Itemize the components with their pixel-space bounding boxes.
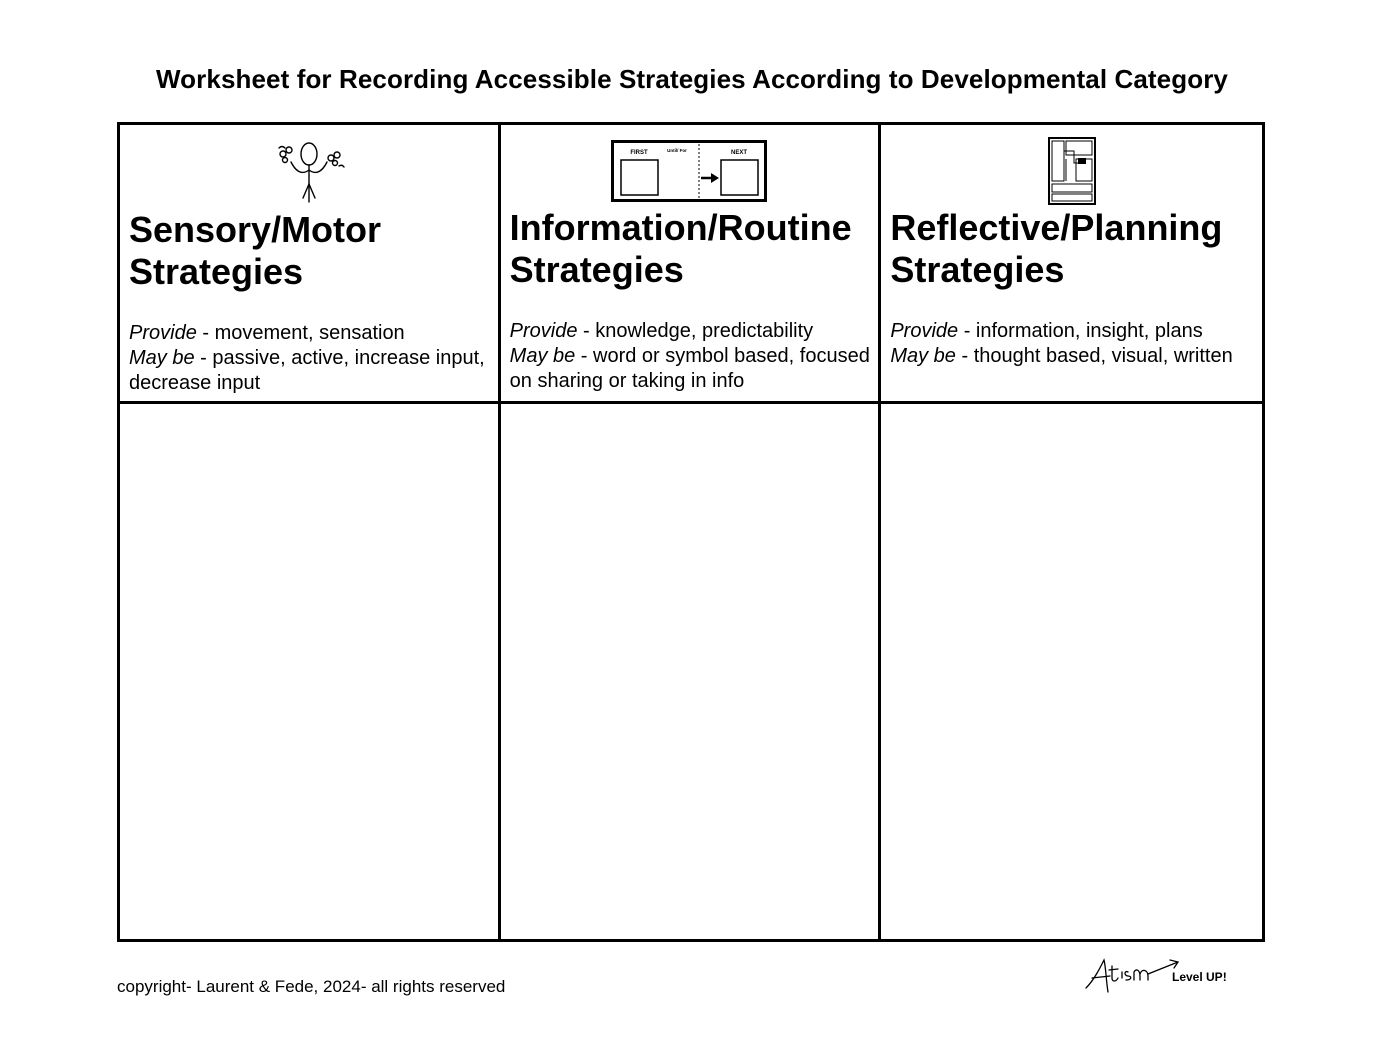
next-label: NEXT bbox=[731, 150, 748, 156]
may-be-label: May be bbox=[890, 345, 956, 367]
may-be-text: - word or symbol based, focused on sharing or taking in info bbox=[509, 345, 870, 392]
may-be-label: May be bbox=[129, 347, 195, 369]
provide-text: - movement, sensation bbox=[196, 322, 405, 344]
column-description bbox=[510, 319, 871, 394]
provide-label: Provide bbox=[129, 322, 197, 344]
header-cell-information-routine bbox=[501, 125, 882, 404]
provide-text: - knowledge, predictability bbox=[577, 320, 814, 342]
provide-label: Provide bbox=[890, 320, 959, 342]
planning-map-icon bbox=[881, 133, 1262, 209]
answer-cell-reflective-planning[interactable] bbox=[881, 404, 1262, 939]
may-be-text: - passive, active, increase input, decrease input bbox=[129, 347, 485, 394]
answer-cell-sensory-motor[interactable] bbox=[120, 404, 501, 939]
column-description bbox=[890, 319, 1254, 369]
first-label: FIRST bbox=[630, 150, 649, 156]
column-heading-line1: Sensory/Motor bbox=[129, 209, 382, 250]
until-label: Until/ For bbox=[667, 148, 688, 153]
column-heading-line2: Strategies bbox=[509, 249, 684, 290]
person-sensation-icon bbox=[120, 133, 498, 209]
header-cell-sensory-motor bbox=[120, 125, 501, 404]
column-heading-line1: Information/Routine bbox=[509, 207, 852, 248]
provide-text: - information, insight, plans bbox=[958, 320, 1203, 342]
worksheet-title: Worksheet for Recording Accessible Strategies According to Developmental Category bbox=[156, 64, 1228, 94]
column-heading-line2: Strategies bbox=[890, 249, 1065, 290]
column-description bbox=[129, 321, 490, 396]
may-be-text: - thought based, visual, written bbox=[955, 345, 1233, 367]
may-be-label: May be bbox=[509, 345, 576, 367]
autism-level-up-logo bbox=[1080, 950, 1260, 1000]
first-then-board-icon bbox=[501, 133, 879, 209]
column-heading-line2: Strategies bbox=[129, 251, 304, 292]
copyright-notice: copyright- Laurent & Fede, 2024- all rights reserved bbox=[117, 977, 506, 996]
strategy-table bbox=[117, 122, 1265, 942]
provide-label: Provide bbox=[509, 320, 578, 342]
logo-tagline: Level UP! bbox=[1172, 970, 1227, 984]
header-cell-reflective-planning bbox=[881, 125, 1262, 404]
column-heading-line1: Reflective/Planning bbox=[890, 207, 1223, 248]
answer-cell-information-routine[interactable] bbox=[501, 404, 882, 939]
